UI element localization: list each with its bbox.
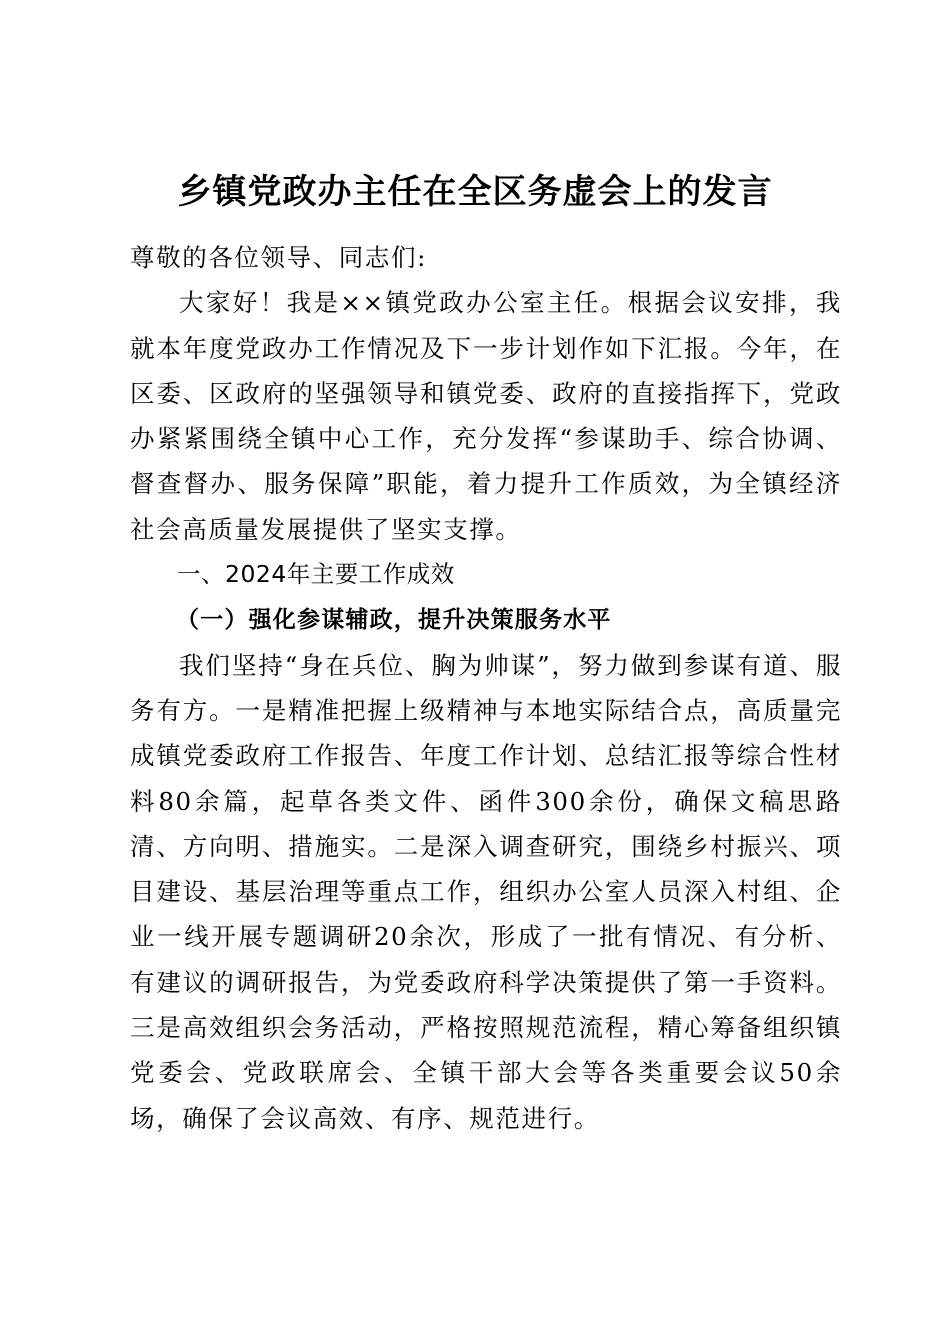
subsection-paragraph: 我们坚持“身在兵位、胸为帅谋”，努力做到参谋有道、服务有方。一是精准把握上级精神与本地实际结合点，高质量完成镇党委政府工作报告、年度工作计划、总结汇报等综合性材料80余篇，起草各类文件、函件300余份，确保文稿思路清、方向明、措施实。二是深入调查研究，围绕乡村振兴、项目建设、基层治理等重点工作，组织办公室人员深入村组、企业一线开展专题调研20余次，形成了一批有情况、有分析、有建议的调研报告，为党委政府科学决策提供了第一手资料。三是高效组织会务活动，严格按照规范流程，精心筹备组织镇党委会、党政联席会、全镇干部大会等各类重要会议50余场，确保了会议高效、有序、规范进行。 xyxy=(130,650,842,1133)
salutation: 尊敬的各位领导、同志们: xyxy=(130,243,427,272)
document-body xyxy=(130,235,842,1141)
intro-paragraph: 大家好！我是××镇党政办公室主任。根据会议安排，我就本年度党政办工作情况及下一步计划作如下汇报。今年，在区委、区政府的坚强领导和镇党委、政府的直接指挥下，党政办紧紧围绕全镇中心工作，充分发挥“参谋助手、综合协调、督查督办、服务保障”职能，着力提升工作质效，为全镇经济社会高质量发展提供了坚实支撑。 xyxy=(130,288,842,544)
section-heading: 一、2024年主要工作成效 xyxy=(177,560,455,589)
subsection-heading: （一）强化参谋辅政，提升决策服务水平 xyxy=(176,606,612,634)
document-title: 乡镇党政办主任在全区务虚会上的发言 xyxy=(177,172,773,212)
